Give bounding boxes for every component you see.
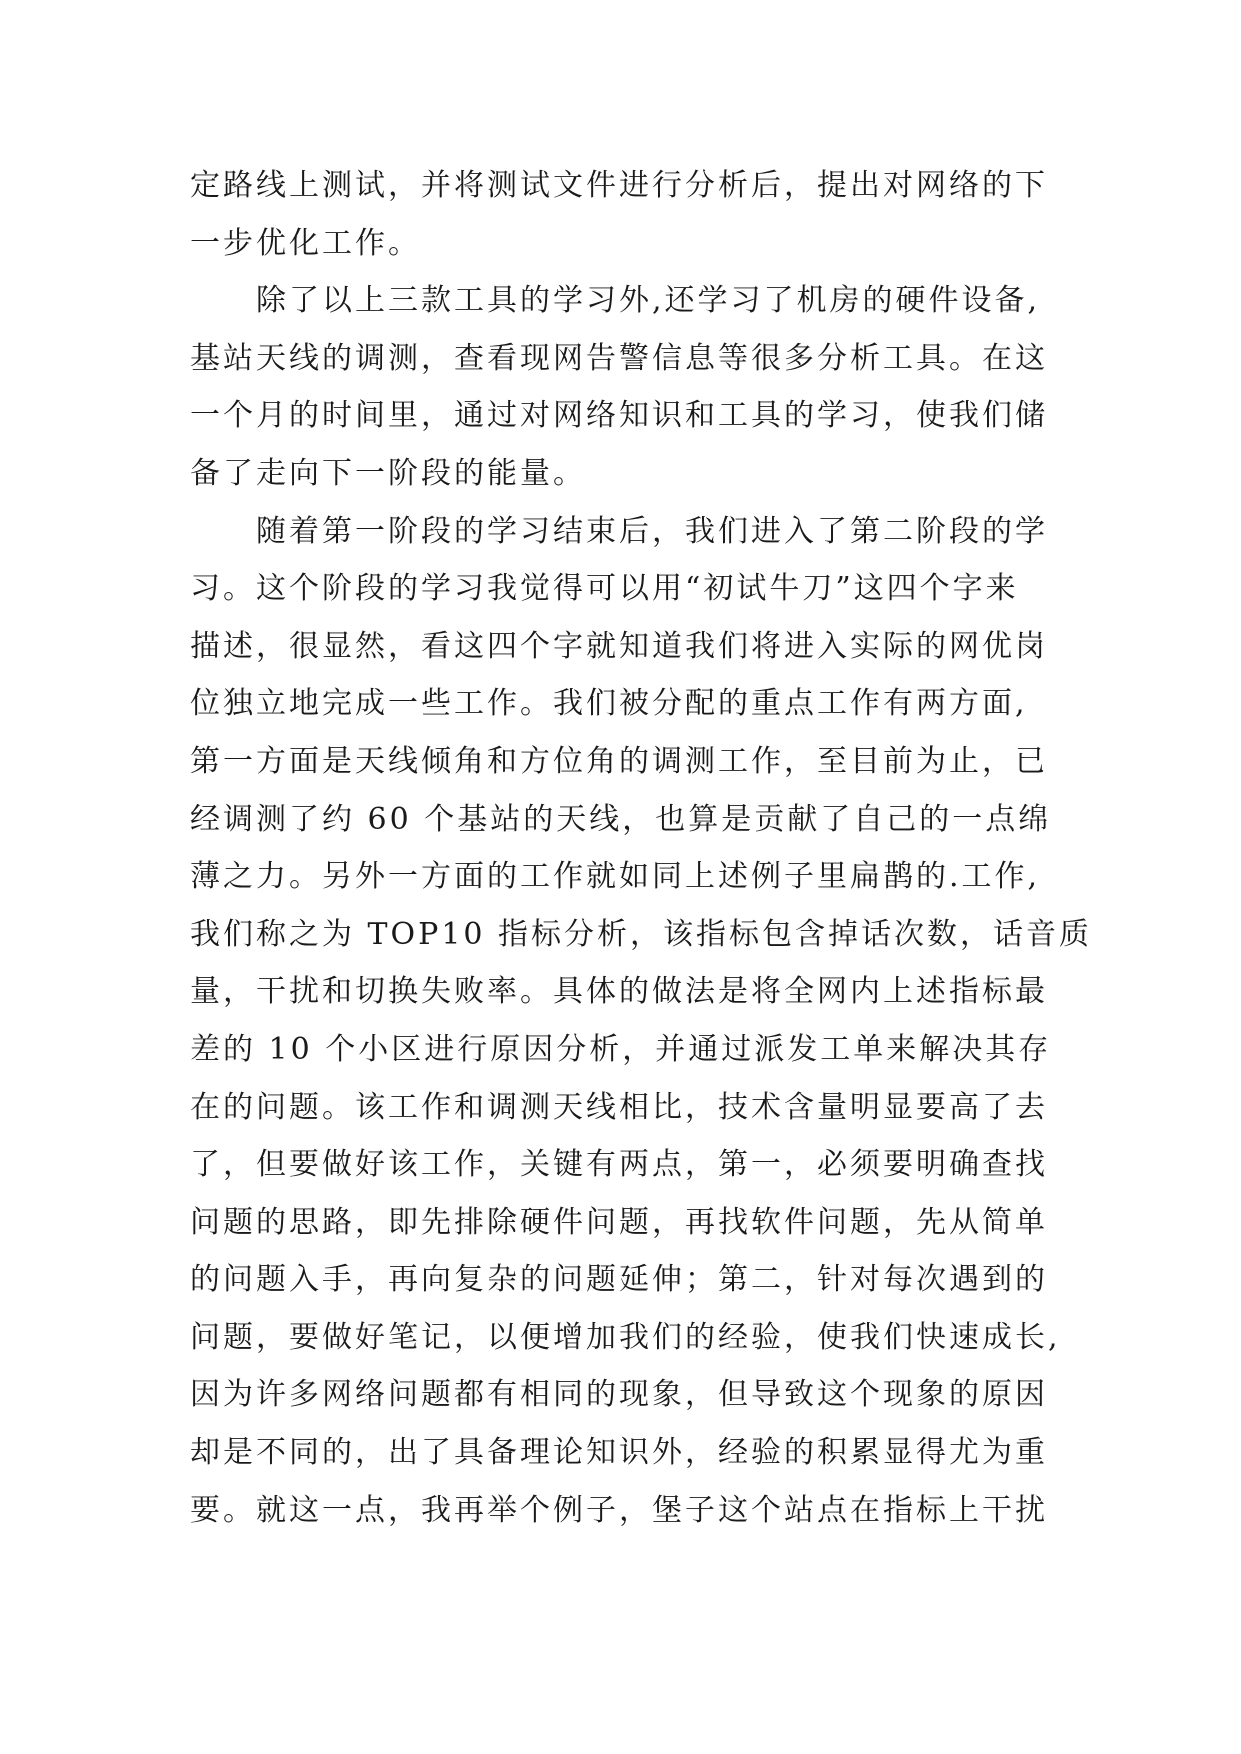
text-line: 却是不同的，出了具备理论知识外，经验的积累显得尤为重 [190, 1435, 1048, 1471]
text-line: 位独立地完成一些工作。我们被分配的重点工作有两方面, [190, 686, 1028, 722]
text-line: 的问题入手，再向复杂的问题延伸；第二，针对每次遇到的 [190, 1262, 1048, 1298]
text-line: 薄之力。另外一方面的工作就如同上述例子里扁鹊的.工作, [190, 859, 1041, 895]
text-line: 量，干扰和切换失败率。具体的做法是将全网内上述指标最 [190, 974, 1048, 1010]
text-line: 问题的思路，即先排除硬件问题，再找软件问题，先从简单 [190, 1204, 1048, 1240]
text-line: 一步优化工作。 [190, 225, 421, 261]
paragraph [190, 503, 1093, 1540]
text-line: 除了以上三款工具的学习外,还学习了机房的硬件设备, [256, 283, 1041, 319]
text-line: 差的 10 个小区进行原因分析，并通过派发工单来解决其存 [190, 1031, 1052, 1067]
text-line: 基站天线的调测，查看现网告警信息等很多分析工具。在这 [190, 340, 1048, 376]
text-line: 第一方面是天线倾角和方位角的调测工作，至目前为止，已 [190, 743, 1048, 779]
text-line: 我们称之为 TOP10 指标分析，该指标包含掉话次数，话音质 [190, 916, 1093, 952]
paragraph [190, 157, 1090, 272]
text-line: 随着第一阶段的学习结束后，我们进入了第二阶段的学 [256, 513, 1048, 549]
text-line: 描述，很显然，看这四个字就知道我们将进入实际的网优岗 [190, 628, 1048, 664]
paragraph [190, 272, 1090, 502]
text-line: 定路线上测试，并将测试文件进行分析后，提出对网络的下 [190, 168, 1048, 203]
text-line: 要。就这一点，我再举个例子，堡子这个站点在指标上干扰 [190, 1492, 1048, 1528]
text-line: 经调测了约 60 个基站的天线，也算是贡献了自己的一点绵 [190, 801, 1052, 837]
text-line: 备了走向下一阶段的能量。 [190, 455, 586, 491]
text-line: 了，但要做好该工作，关键有两点，第一，必须要明确查找 [190, 1147, 1048, 1183]
text-line: 问题，要做好笔记，以便增加我们的经验，使我们快速成长, [190, 1319, 1061, 1355]
text-line: 在的问题。该工作和调测天线相比，技术含量明显要高了去 [190, 1089, 1048, 1125]
text-line: 一个月的时间里，通过对网络知识和工具的学习，使我们储 [190, 398, 1048, 434]
text-line: 因为许多网络问题都有相同的现象，但导致这个现象的原因 [190, 1377, 1048, 1413]
text-line: 习。这个阶段的学习我觉得可以用“初试牛刀”这四个字来 [190, 571, 1019, 607]
document-body [190, 157, 1093, 1539]
